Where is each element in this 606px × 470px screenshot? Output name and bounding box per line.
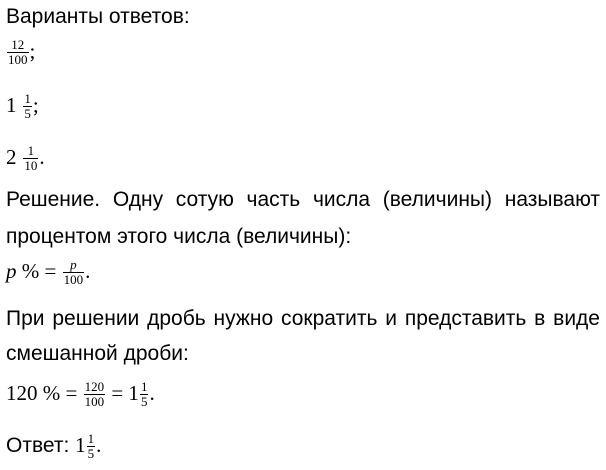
calc-fraction-2 [140,380,149,409]
solution-line-2: процентом этого числа (величины): [6,225,352,248]
formula-percent-equals: % = [16,259,62,284]
option-2-punct: ; [32,93,39,118]
formula-variable: p [6,259,17,284]
calc-punct: . [149,381,155,406]
options-heading: Варианты ответов: [6,5,190,28]
calc-fraction-1 [84,380,106,409]
option-3-punct: . [39,145,45,170]
option-3-whole: 2 [6,145,17,170]
formula-denominator: 100 [63,272,84,287]
calc-numerator-1: 120 [84,379,105,394]
option-1-numerator: 12 [7,38,29,53]
option-2-numerator: 1 [24,91,31,106]
calc-denominator-2: 5 [140,394,148,409]
answer-fraction [87,432,96,461]
option-2-whole: 1 [6,93,17,118]
formula-punct: . [85,259,91,284]
option-1-denominator: 100 [8,52,28,67]
option-1-fraction [7,38,29,67]
answer-punct: . [96,433,102,458]
answer [6,432,101,461]
option-3-numerator: 1 [23,144,38,159]
option-1 [6,38,35,67]
calc-equals-whole: = 1 [106,381,139,406]
option-2 [6,92,39,121]
calculation [6,380,155,409]
solution-line-4: смешанной дроби: [6,342,189,365]
formula-fraction [63,258,85,287]
option-3-denominator: 10 [24,158,38,173]
answer-numerator: 1 [87,431,95,446]
calc-numerator-2: 1 [140,379,148,394]
answer-whole: 1 [75,433,86,458]
percent-formula [6,258,90,287]
answer-denominator: 5 [87,446,95,461]
calc-lhs: 120 % = [6,381,83,406]
solution-line-1: Решение. Одну сотую часть числа (величины) называют [6,188,600,211]
option-2-denominator: 5 [24,106,31,121]
option-3-fraction [23,144,38,173]
option-1-punct: ; [29,39,36,64]
formula-numerator: p [63,258,85,273]
answer-label: Ответ: [6,434,76,458]
option-3 [6,144,45,173]
calc-denominator-1: 100 [84,394,105,409]
option-2-fraction [23,92,32,121]
solution-line-3: При решении дробь нужно сократить и представить в виде [6,307,600,330]
